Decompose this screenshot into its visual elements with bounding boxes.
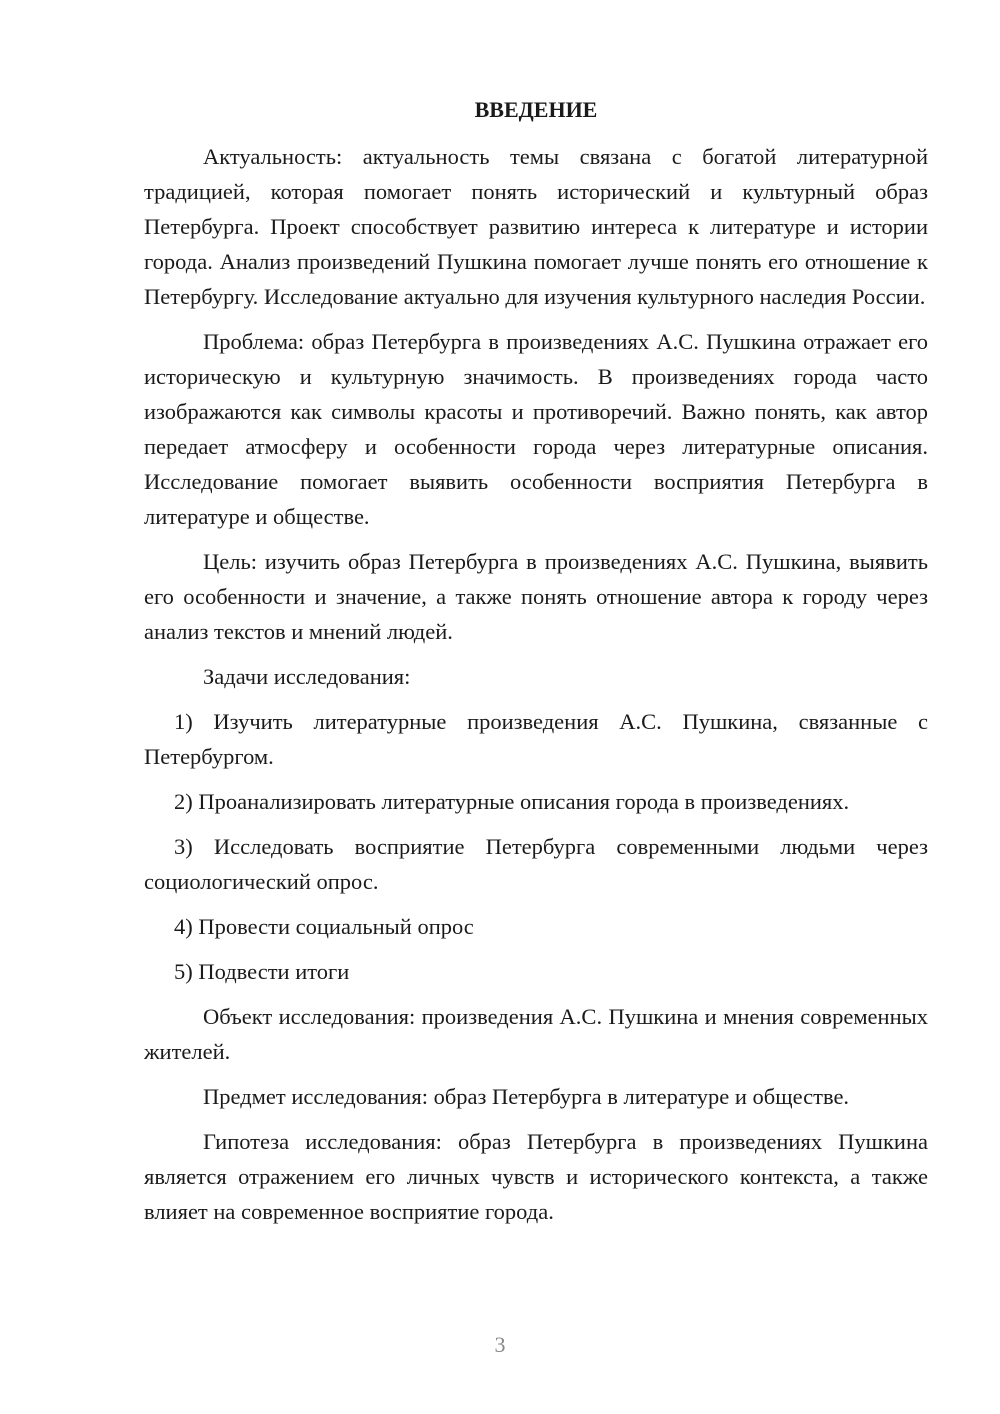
document-page [144,92,928,1229]
relevance-paragraph: Актуальность: актуальность темы связана с богатой литературной традицией, которая помогает понять исторический и культурный образ Петербурга. Проект способствует развитию интереса к литературе и истории города. Анализ произведений Пушкина помогает лучше понять его отношение к Петербургу. Исследование актуально для изучения культурного наследия России. [144,144,928,309]
task-item-1: 1) Изучить литературные произведения А.С. Пушкина, связанные с Петербургом. [144,709,928,769]
tasks-heading: Задачи исследования: [203,664,411,689]
problem-paragraph: Проблема: образ Петербурга в произведениях А.С. Пушкина отражает его историческую и культурную значимость. В произведениях города часто изображаются как символы красоты и противоречий. Важно понять, как автор передает атмосферу и особенности города через литературные описания. Исследование помогает выявить особенности восприятия Петербурга в литературе и обществе. [144,329,928,529]
task-item-4: 4) Провести социальный опрос [174,914,474,939]
goal-paragraph: Цель: изучить образ Петербурга в произведениях А.С. Пушкина, выявить его особенности и значение, а также понять отношение автора к городу через анализ текстов и мнений людей. [144,549,928,644]
object-paragraph: Объект исследования: произведения А.С. Пушкина и мнения современных жителей. [144,1004,928,1064]
hypothesis-paragraph: Гипотеза исследования: образ Петербурга в произведениях Пушкина является отражением его личных чувств и исторического контекста, а также влияет на современное восприятие города. [144,1129,928,1224]
task-item-5: 5) Подвести итоги [174,959,350,984]
section-title: ВВЕДЕНИЕ [474,97,598,122]
task-item-3: 3) Исследовать восприятие Петербурга современными людьми через социологический опрос. [144,834,928,894]
page-number: 3 [494,1332,506,1357]
task-item-2: 2) Проанализировать литературные описания города в произведениях. [174,789,850,814]
subject-paragraph: Предмет исследования: образ Петербурга в литературе и обществе. [203,1084,850,1109]
